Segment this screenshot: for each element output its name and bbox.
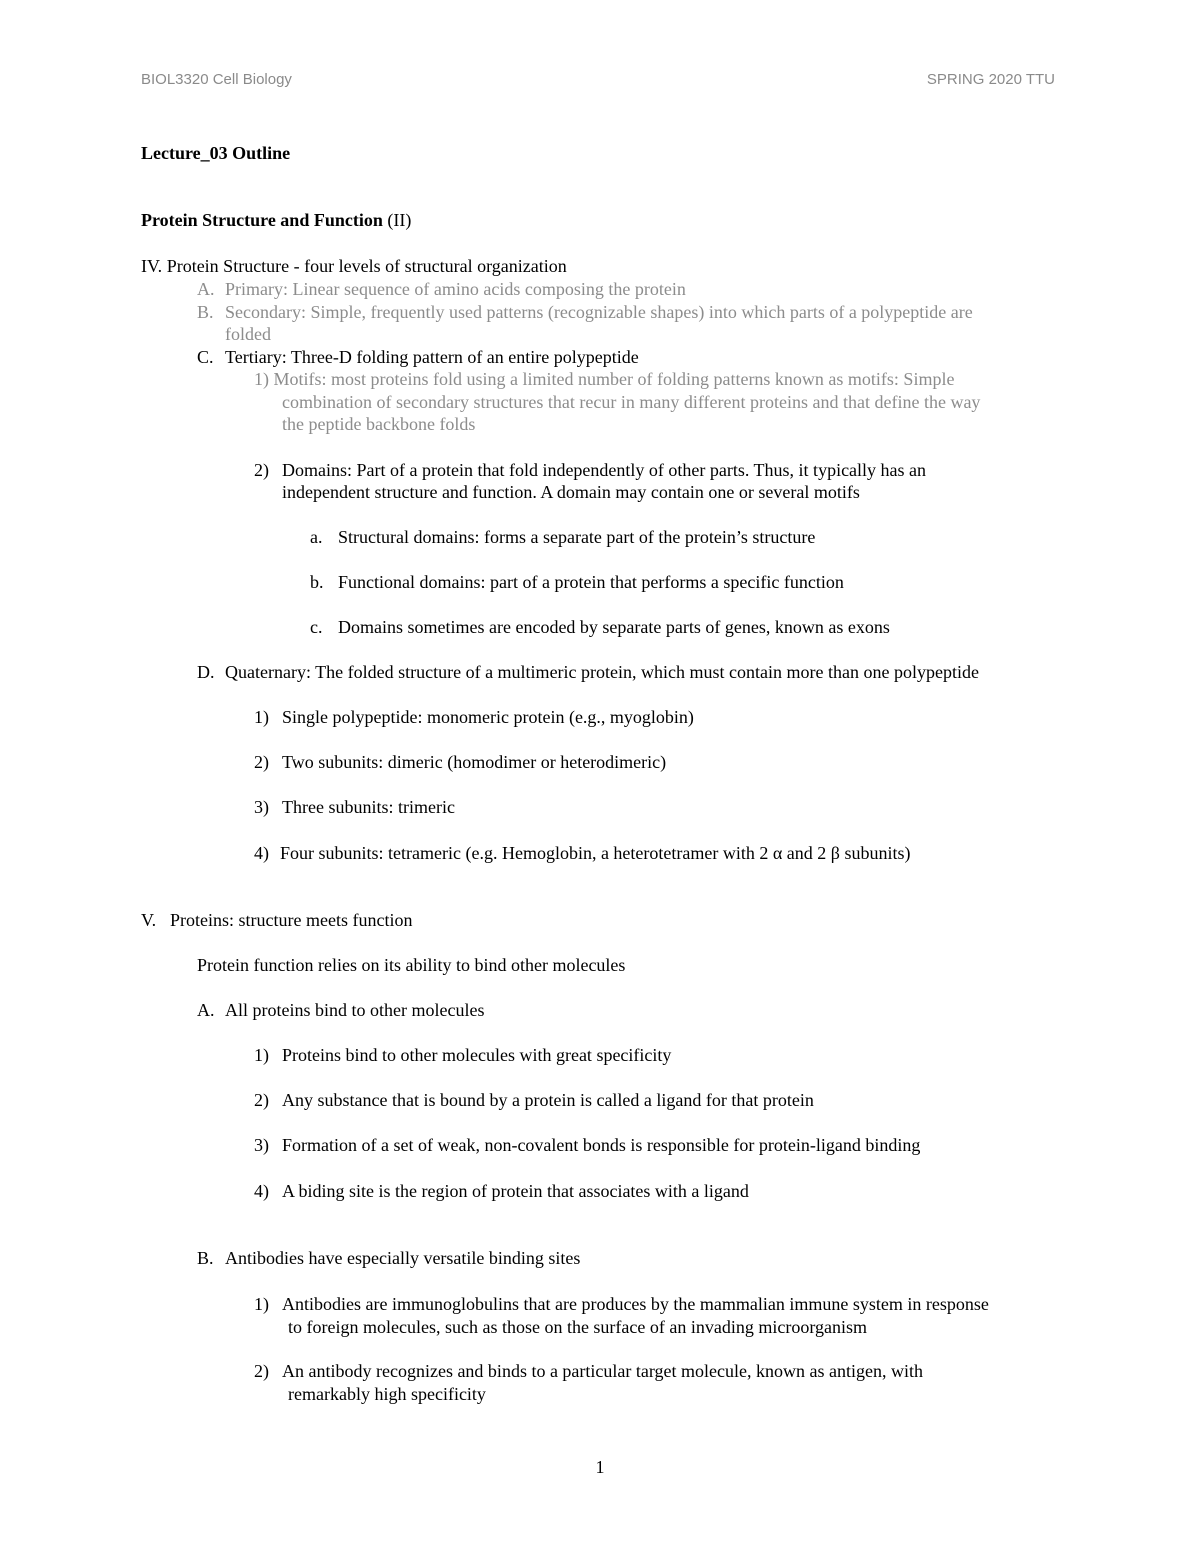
item-text: Protein Structure - four levels of structural organization	[166, 256, 567, 276]
item-text: Domains sometimes are encoded by separate parts of genes, known as exons	[338, 617, 890, 637]
item-marker: 1)	[254, 1045, 269, 1065]
item-text: Three subunits: trimeric	[282, 797, 455, 817]
outline-item-iv-a	[197, 278, 686, 300]
item-text: An antibody recognizes and binds to a particular target molecule, known as antigen, with	[282, 1361, 923, 1381]
item-marker: 2)	[254, 1361, 269, 1381]
outline-item-iv-d	[197, 661, 979, 683]
domains-sub-c	[310, 616, 890, 638]
item-marker: A.	[197, 279, 215, 299]
domains-item-cont: independent structure and function. A domain may contain one or several motifs	[282, 482, 860, 502]
list-item	[254, 1134, 920, 1156]
item-marker: C.	[197, 347, 214, 367]
item-marker: IV.	[141, 256, 163, 276]
list-item	[254, 1293, 989, 1315]
item-marker: 2)	[254, 1090, 269, 1110]
domains-sub-b	[310, 571, 844, 593]
item-text: Tertiary: Three-D folding pattern of an entire polypeptide	[225, 347, 639, 367]
item-marker: 4)	[254, 1181, 269, 1201]
item-marker: 4)	[254, 843, 269, 863]
item-text: Two subunits: dimeric (homodimer or heterodimeric)	[282, 752, 667, 772]
item-marker: D.	[197, 662, 215, 682]
item-text: Formation of a set of weak, non-covalent bonds is responsible for protein-ligand binding	[282, 1135, 921, 1155]
list-item	[254, 1180, 749, 1202]
item-text: Structural domains: forms a separate part of the protein’s structure	[338, 527, 816, 547]
list-item-cont: to foreign molecules, such as those on the surface of an invading microorganism	[288, 1317, 868, 1337]
outline-item-v-a	[197, 999, 484, 1021]
list-item	[254, 706, 694, 728]
item-text: All proteins bind to other molecules	[225, 1000, 485, 1020]
item-text: Antibodies have especially versatile binding sites	[225, 1248, 581, 1268]
running-header-term: SPRING 2020 TTU	[926, 71, 1055, 88]
item-marker: B.	[197, 1248, 214, 1268]
section-title-part: (II)	[382, 210, 412, 230]
item-text: Any substance that is bound by a protein is called a ligand for that protein	[282, 1090, 814, 1110]
motifs-line-3: the peptide backbone folds	[282, 414, 476, 434]
item-marker: 3)	[254, 797, 269, 817]
item-text: Domains: Part of a protein that fold independently of other parts. Thus, it typically has an	[282, 460, 927, 480]
list-item	[254, 1044, 671, 1066]
domains-sub-a	[310, 526, 815, 548]
item-text: Antibodies are immunoglobulins that are produces by the mammalian immune system in response	[282, 1294, 989, 1314]
item-marker: c.	[310, 617, 323, 637]
running-header-course: BIOL3320 Cell Biology	[141, 71, 292, 88]
item-marker: 2)	[254, 460, 269, 480]
item-marker: A.	[197, 1000, 215, 1020]
item-marker: B.	[197, 302, 214, 322]
page-number: 1	[595, 1457, 605, 1477]
list-item	[254, 1360, 923, 1382]
item-marker: b.	[310, 572, 324, 592]
section-title-main: Protein Structure and Function	[141, 210, 383, 230]
outline-item-v	[141, 909, 412, 931]
item-text: Primary: Linear sequence of amino acids composing the protein	[225, 279, 686, 299]
item-text: Four subunits: tetrameric (e.g. Hemoglobin, a heterotetramer with 2 α and 2 β subunits)	[280, 843, 911, 863]
item-marker: a.	[310, 527, 323, 547]
motifs-line-1: 1) Motifs: most proteins fold using a limited number of folding patterns known as motifs: Simple	[254, 369, 955, 389]
lecture-title: Lecture_03 Outline	[141, 143, 291, 163]
item-text: Single polypeptide: monomeric protein (e.g., myoglobin)	[282, 707, 694, 727]
item-text: Functional domains: part of a protein that performs a specific function	[338, 572, 844, 592]
item-marker: V.	[141, 910, 157, 930]
domains-item	[254, 459, 926, 481]
section-title	[141, 209, 411, 231]
outline-item-iv-b-cont: folded	[225, 324, 271, 344]
motifs-line-2: combination of secondary structures that recur in many different proteins and that define the way	[282, 392, 981, 412]
item-marker: 2)	[254, 752, 269, 772]
item-marker: 1)	[254, 1294, 269, 1314]
list-item	[254, 796, 455, 818]
item-marker: 3)	[254, 1135, 269, 1155]
outline-item-iv-b	[197, 301, 973, 323]
list-item	[254, 1089, 814, 1111]
list-item	[254, 751, 666, 773]
list-item-cont: remarkably high specificity	[288, 1384, 486, 1404]
section-v-intro: Protein function relies on its ability to bind other molecules	[197, 955, 626, 975]
outline-item-iv	[141, 255, 567, 277]
item-text: A biding site is the region of protein that associates with a ligand	[282, 1181, 749, 1201]
list-item	[254, 842, 910, 864]
item-text: Quaternary: The folded structure of a multimeric protein, which must contain more than one polypeptide	[225, 662, 979, 682]
item-marker: 1)	[254, 707, 269, 727]
outline-item-iv-c	[197, 346, 639, 368]
item-text: Secondary: Simple, frequently used patterns (recognizable shapes) into which parts of a polypeptide are	[225, 302, 973, 322]
outline-item-v-b	[197, 1247, 580, 1269]
item-text: Proteins: structure meets function	[170, 910, 413, 930]
item-text: Proteins bind to other molecules with great specificity	[282, 1045, 672, 1065]
